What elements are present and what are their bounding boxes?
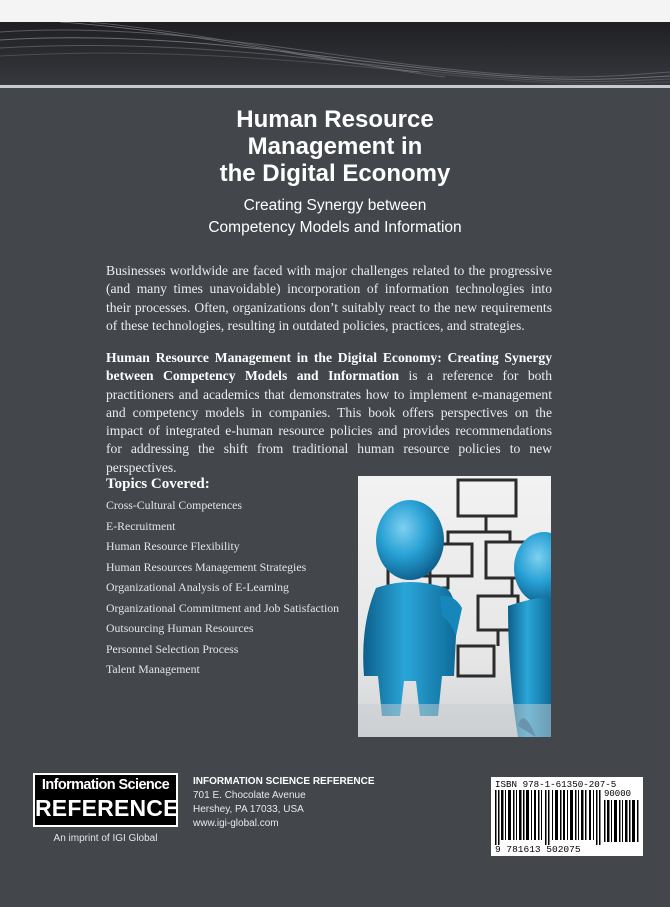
barcode-bars [495,790,601,845]
publisher-city: Hershey, PA 17033, USA [193,804,304,815]
imprint-text: An imprint of IGI Global [53,833,158,844]
topic-item: E-Recruitment [106,518,176,533]
subtitle-line-2: Competency Models and Information [208,219,462,236]
title-line-3: the Digital Economy [219,160,451,187]
topic-item: Human Resource Flexibility [106,539,240,553]
description-book-title-bold: Human Resource Management in the Digital Economy: Creating Synergy between Competency Models and Information [106,350,552,384]
topic-item: Cross-Cultural Competences [106,498,242,512]
cover-illustration [358,476,551,737]
topics-list [106,495,339,680]
description-paragraph-2 [106,349,552,477]
publisher-street: 701 E. Chocolate Avenue [193,790,306,801]
topic-item: Organizational Analysis of E-Learning [106,580,289,594]
header-band [0,22,670,85]
publisher-website[interactable]: www.igi-global.com [193,818,279,829]
topics-heading: Topics Covered: [106,476,210,492]
barcode [491,777,643,856]
description-paragraph-2-text: is a reference for both practitioners and academics that demonstrates how to implement e-management and competency models in companies. This book offers perspectives on the impact of integrated e-human resource policies and provides recommendations for addressing the shift from traditional human resource policies to new perspectives. [106,368,552,475]
description-paragraph-1: Businesses worldwide are faced with major challenges related to the progressive (and many times unavoidable) incorporation of information technologies into their processes. Often, organizations don’t suitably react to the new requirements of these technologies, resulting in outdated policies, practices, and strategies. [106,263,552,333]
publisher-name: INFORMATION SCIENCE REFERENCE [193,776,375,787]
figures-and-chart-image [358,476,551,737]
title-line-2: Management in [247,133,423,160]
price-barcode-bars [604,800,640,842]
topic-item: Organizational Commitment and Job Satisfaction [106,600,340,615]
publisher-address [193,775,375,831]
isbn-label: ISBN 978-1-61350-207-5 [495,779,617,790]
topic-item: Talent Management [106,662,200,676]
subtitle-line-1: Creating Synergy between [243,197,427,214]
top-white-strip [0,0,670,22]
book-subtitle [0,195,670,239]
publisher-logo [33,773,178,827]
topic-item: Outsourcing Human Resources [106,621,254,635]
topic-item: Human Resources Management Strategies [106,559,307,574]
topic-item: Personnel Selection Process [106,641,239,656]
header-divider [0,85,670,88]
logo-line-1: Information Science [41,777,170,793]
logo-line-2: REFERENCE [35,795,179,821]
book-title [0,106,670,187]
price-code: 90000 [604,789,632,799]
barcode-digits: 9 781613 502075 [495,844,581,855]
swoosh-decoration [0,22,670,85]
title-line-1: Human Resource [236,106,434,133]
